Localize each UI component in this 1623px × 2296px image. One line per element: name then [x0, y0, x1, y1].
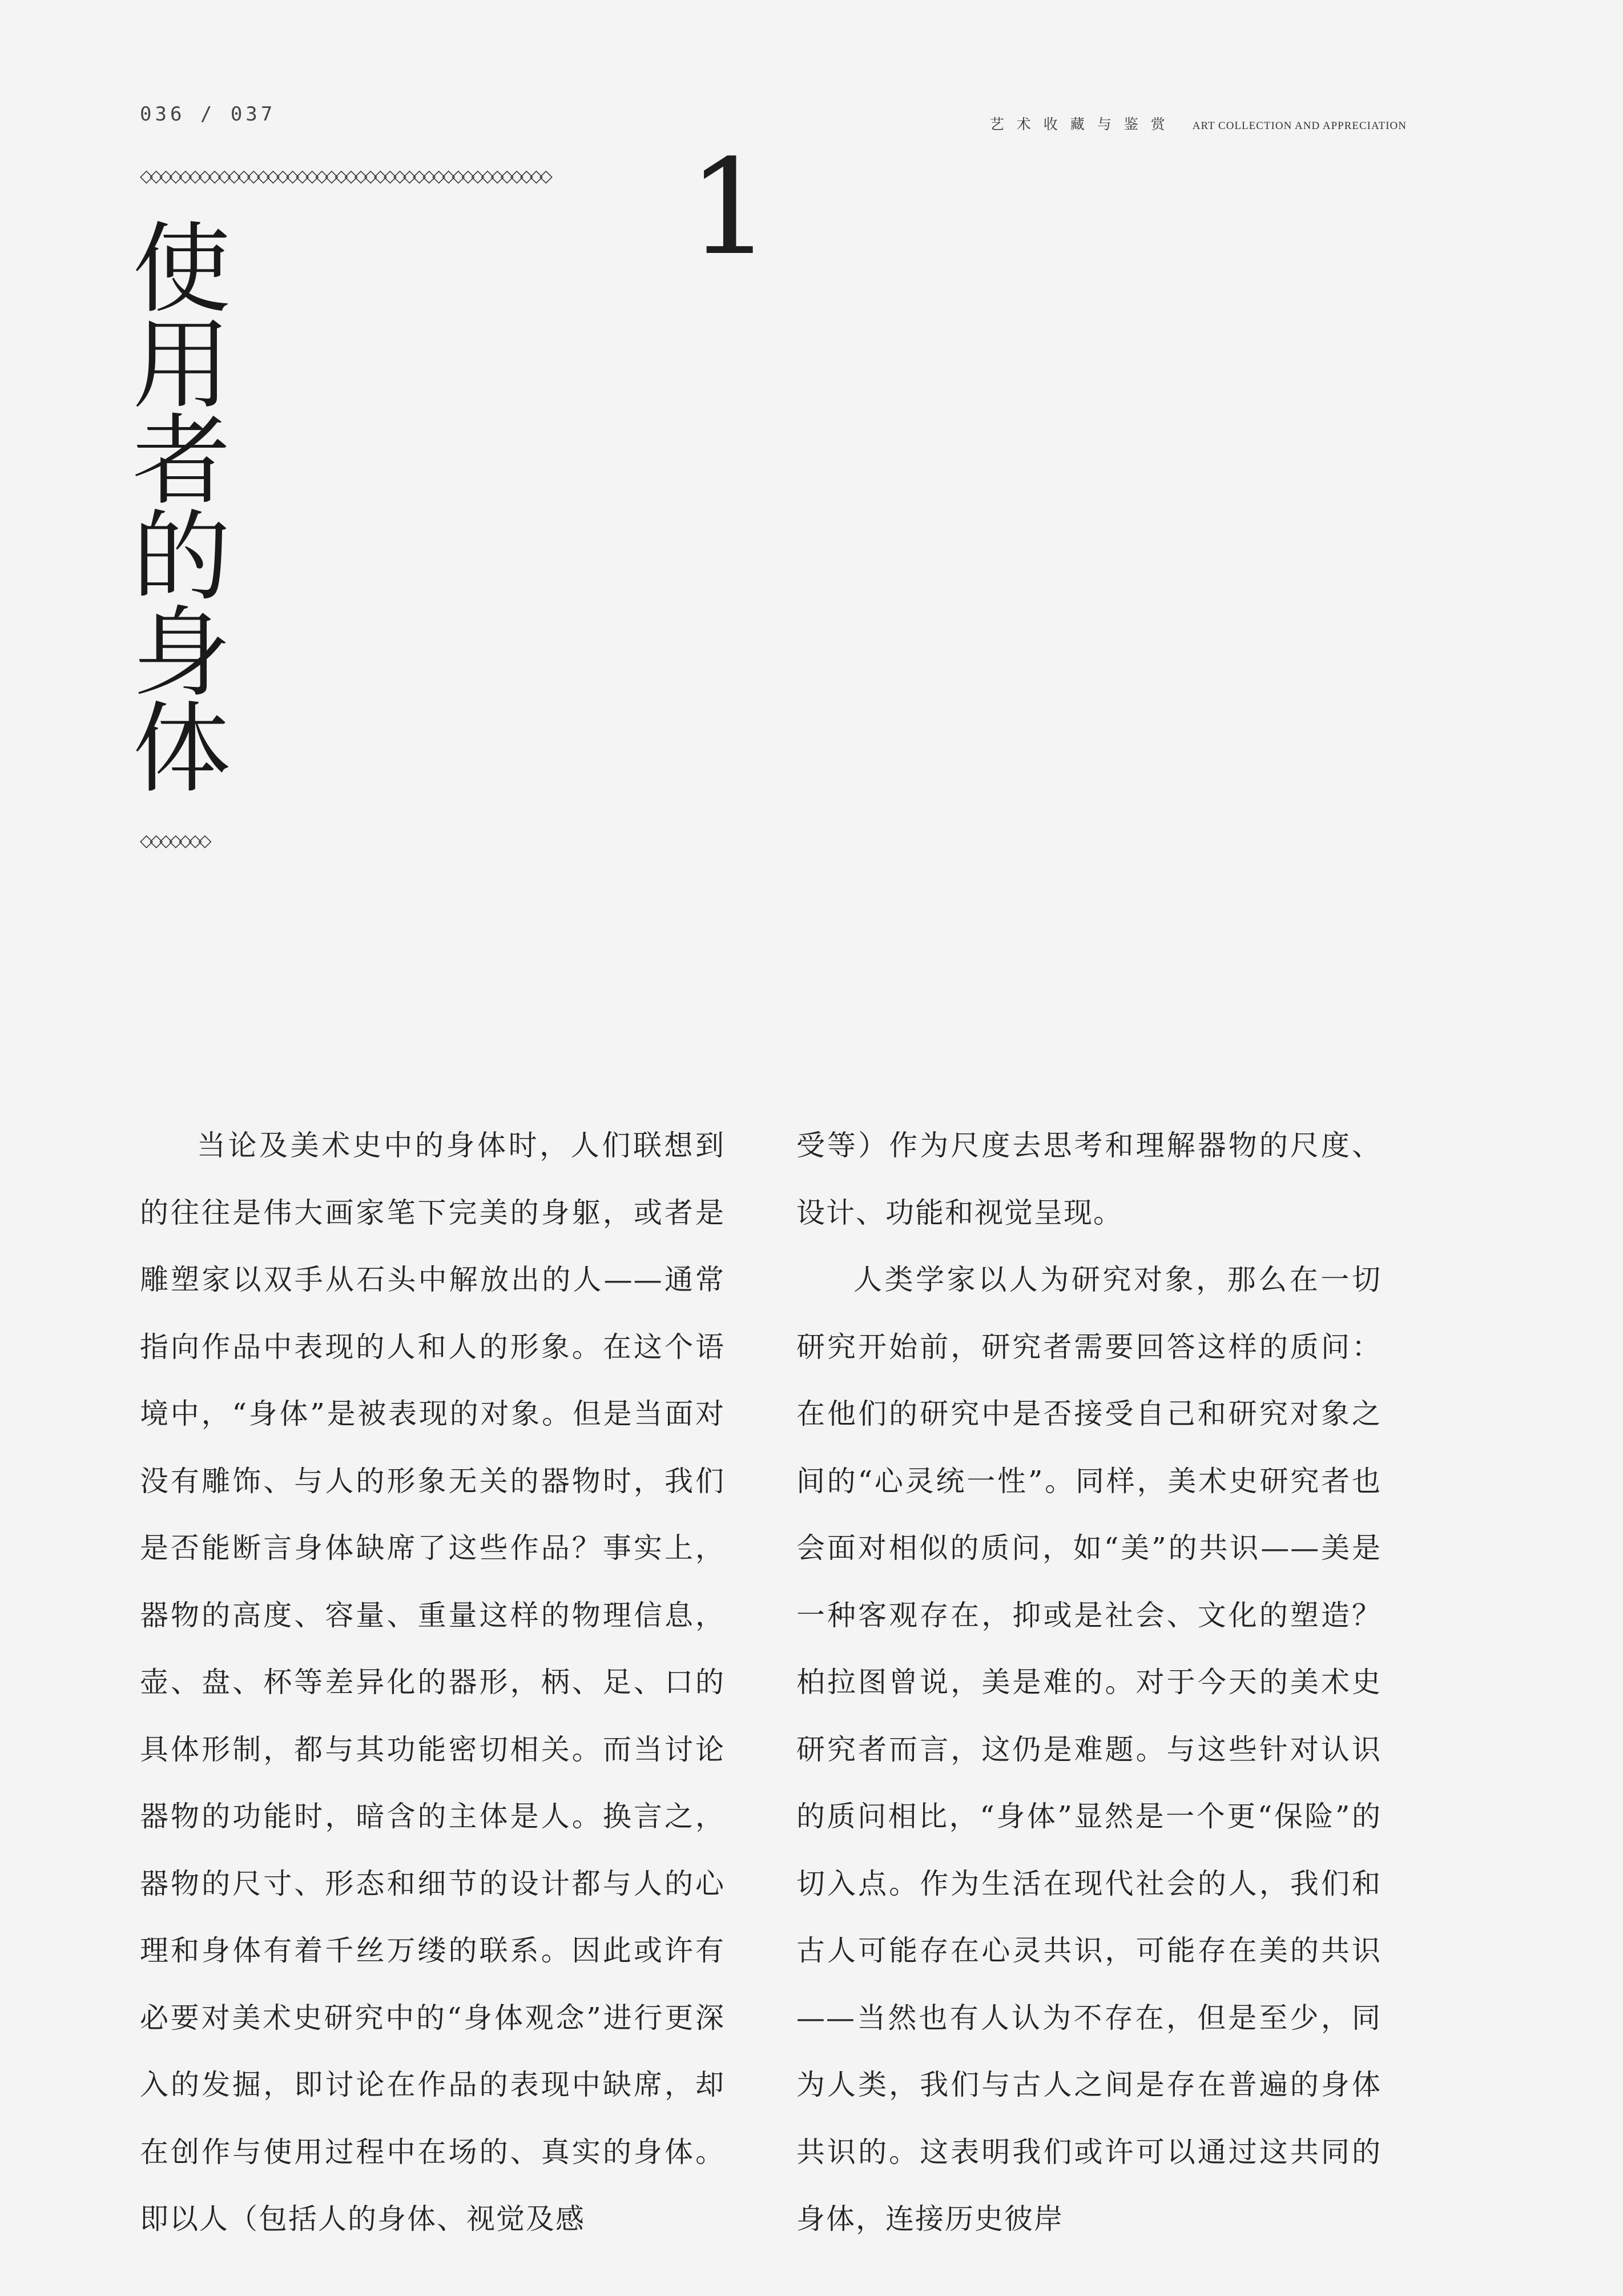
diamond-rule-bottom: ◇◇◇◇◇◇◇ [140, 831, 208, 851]
paragraph: 受等）作为尺度去思考和理解器物的尺度、设计、功能和视觉呈现。 [796, 1129, 1382, 1229]
body-columns [140, 1112, 1384, 2253]
chapter-number: 1 [688, 132, 772, 284]
section-title-zh: 艺术收藏与鉴赏 [989, 116, 1178, 132]
running-head [990, 113, 1407, 134]
paragraph: 当论及美术史中的身体时，人们联想到的往往是伟大画家笔下完美的身躯，或者是雕塑家以双手从石头中解放出的人——通常指向作品中表现的人和人的形象。在这个语境中，“身体”是被表现的对象。但是当面对没有雕饰、与人的形象无关的器物时，我们是否能断言身体缺席了这些作品？事实上，器物的高度、容量、重量这样的物理信息，壶、盘、杯等差异化的器形，柄、足、口的具体形制，都与其功能密切相关。而当讨论器物的功能时，暗含的主体是人。换言之，器物的尺寸、形态和细节的设计都与人的心理和身体有着千丝万缕的联系。因此或许有必要对美术史研究中的“身体观念”进行更深入的发掘，即讨论在作品的表现中缺席，却在创作与使用过程中在场的、真实的身体。即以人（包括人的身体、视觉及感 [140, 1129, 725, 2235]
page-numbers: 036 / 037 [140, 103, 276, 126]
body-column-right [796, 1112, 1382, 2253]
chapter-title: 使用者的身体 [132, 212, 231, 806]
paragraph: 人类学家以人为研究对象，那么在一切研究开始前，研究者需要回答这样的质问：在他们的研究中是否接受自己和研究对象之间的“心灵统一性”。同样，美术史研究者也会面对相似的质问，如“美”的共识——美是一种客观存在，抑或是社会、文化的塑造？柏拉图曾说，美是难的。对于今天的美术史研究者而言，这仍是难题。与这些针对认识的质问相比，“身体”显然是一个更“保险”的切入点。作为生活在现代社会的人，我们和古人可能存在心灵共识，可能存在美的共识——当然也有人认为不存在，但是至少，同为人类，我们与古人之间是存在普遍的身体共识的。这表明我们或许可以通过这共同的身体，连接历史彼岸 [796, 1263, 1382, 2235]
body-column-left [140, 1112, 725, 2253]
section-title-en: ART COLLECTION AND APPRECIATION [1192, 120, 1407, 132]
diamond-rule-top: ◇◇◇◇◇◇◇◇◇◇◇◇◇◇◇◇◇◇◇◇◇◇◇◇◇◇◇◇◇◇◇◇◇◇◇◇◇◇◇◇◇◇ [140, 166, 549, 186]
